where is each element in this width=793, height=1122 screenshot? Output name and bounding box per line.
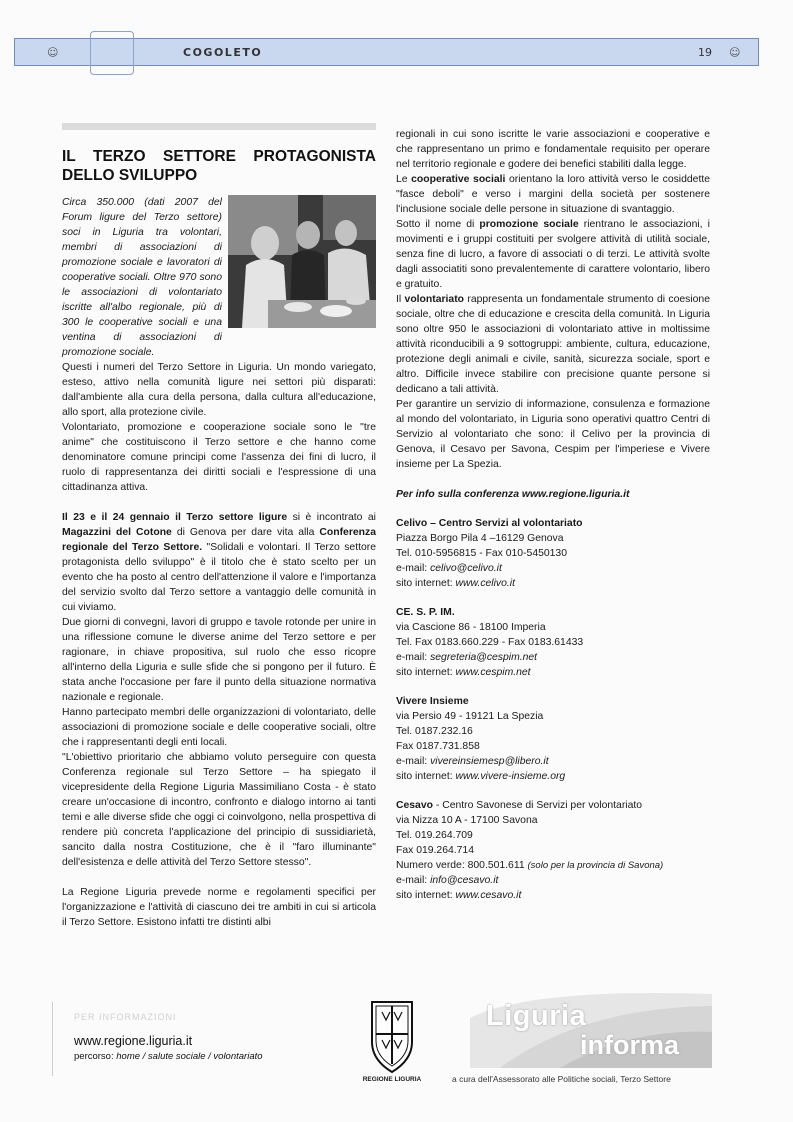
paragraph: Hanno partecipato membri delle organizzazioni di volontariato, delle associazioni di promozione sociale e delle cooperative sociali, oltre che i rappresentanti degli enti locali. (62, 707, 376, 748)
paragraph (396, 292, 710, 397)
contact-site-row (396, 769, 710, 784)
page-header (14, 38, 759, 66)
text: rientrano le associazioni, i movimenti e i gruppi costituiti per svolgere attività di utilità sociale, senza fine di lucro, a favore di associati o di terzi. Le attività svolte dagli associatiti sono prevalentemente di carattere volontario, libero e gratuito. (396, 219, 710, 290)
bold-text: cooperative sociali (411, 174, 506, 185)
text: Sotto il nome di (396, 219, 480, 230)
email-label: e-mail: (396, 652, 431, 663)
email-label: e-mail: (396, 756, 431, 767)
contact-line: Piazza Borgo Pila 4 –16129 Genova (396, 533, 564, 544)
contact-line: Fax 019.264.714 (396, 845, 474, 856)
footer-curator: a cura dell'Assessorato alle Politiche sociali, Terzo Settore (452, 1074, 671, 1084)
page-number: 19 (698, 46, 712, 59)
text: orientano la loro attività verso le cosiddette "fasce deboli" e verso i margini della società per sostenere l'inclusione sociale delle persone in situazione di svantaggio. (396, 174, 711, 215)
contact-green-row (396, 858, 710, 873)
contact-line: Tel. Fax 0183.660.229 - Fax 0183.61433 (396, 637, 584, 648)
contact-site[interactable]: www.vivere-insieme.org (455, 771, 566, 782)
paragraph (62, 510, 376, 615)
contact-line: via Cascione 86 - 18100 Imperia (396, 622, 546, 633)
brand-line2: informa (580, 1030, 680, 1060)
text: si è incontrato ai (287, 512, 376, 523)
text: Il (396, 294, 405, 305)
info-link[interactable]: Per info sulla conferenza www.regione.liguria.it (396, 489, 630, 500)
contact-name-row (396, 798, 710, 813)
text: "Solidali e volontari. Il Terzo settore protagonista dello sviluppo" è il titolo che è stato scelto per un evento che ha posto al centro dell'attenzione il valore e l'importanza del servizio svolto dal Terzo settore a vantaggio delle comunità in cui viviamo. (62, 542, 376, 613)
section-title: COGOLETO (183, 46, 263, 59)
article-left-column (62, 123, 376, 930)
contact-site-row (396, 665, 710, 680)
contact-name: Vivere Insieme (396, 696, 469, 707)
contact-site[interactable]: www.celivo.it (455, 578, 515, 589)
contact-line: Fax 0187.731.858 (396, 741, 480, 752)
bold-text: Magazzini del Cotone (62, 527, 172, 538)
brand-line1: Liguria (486, 1000, 587, 1032)
contact-email[interactable]: info@cesavo.it (430, 875, 499, 886)
contact-site[interactable]: www.cesavo.it (455, 890, 522, 901)
contact-line: Tel. 019.264.709 (396, 830, 473, 841)
email-label: e-mail: (396, 563, 431, 574)
liguria-informa-brand (470, 988, 712, 1068)
divider (62, 123, 376, 130)
green-number: Numero verde: 800.501.611 (396, 860, 528, 871)
contact-line: Tel. 010-5956815 - Fax 010-5450130 (396, 548, 567, 559)
site-label: sito internet: (396, 890, 456, 901)
paragraph (396, 217, 710, 292)
site-label: sito internet: (396, 578, 456, 589)
bold-text: promozione sociale (479, 219, 579, 230)
paragraph (396, 172, 710, 217)
article-intro: Circa 350.000 (dati 2007 del Forum ligure del Terzo settore) soci in Liguria tra volontari, membri di associazioni di promozione sociale e lavoratori di cooperative sociali. Oltre 970 sono le associazioni di volontariato iscritte all'albo regionale, più di 300 le cooperative sociali e una ventina di associazioni di promozione sociale. (62, 197, 222, 358)
contact-name: CE. S. P. IM. (396, 607, 455, 618)
contact-email-row (396, 561, 710, 576)
contact-line: Tel. 0187.232.16 (396, 726, 473, 737)
contact-site-row (396, 576, 710, 591)
footer-faint-label: PER INFORMAZIONI (74, 1012, 177, 1022)
bold-text: Conferenza regionale del Terzo Settore. (62, 527, 376, 553)
header-tab-frame (90, 31, 134, 75)
contact-line: via Nizza 10 A - 17100 Savona (396, 815, 538, 826)
contact-line: via Persio 49 - 19121 La Spezia (396, 711, 544, 722)
path-label: percorso: (74, 1051, 117, 1062)
contact-block (396, 694, 710, 784)
paragraph: La Regione Liguria prevede norme e regolamenti specifici per l'organizzazione e l'attività di ciascuno dei tre ambiti in cui si articola il Terzo Settore. Esistono infatti tre distinti albi (62, 887, 376, 928)
article-photo (228, 195, 376, 328)
bold-text: Il 23 e il 24 gennaio il Terzo settore ligure (62, 512, 288, 523)
paragraph: Questi i numeri del Terzo Settore in Liguria. Un mondo variegato, esteso, attivo nella comunità ligure nei settori più disparati: dall'ambiente alla cura della persona, dalla cultura all'educazione, allo sport, alla protezione civile. (62, 362, 376, 418)
contact-block (396, 605, 710, 680)
path-value: home / salute sociale / volontariato (116, 1051, 263, 1062)
text: rappresenta un fondamentale strumento di coesione sociale, oltre che di educazione e crescita della comunità. In Liguria sono oltre 950 le associazioni di volontariato attive in moltissime attività riconducibili a 9 sottogruppi: ambiente, cultura, educazione, protezione degli animali e civile, sanità, sicurezza sociale, sport e altro. Difficile invece stabilire con precisione quante persone si dedicano a tali attività. (396, 294, 710, 395)
text: di Genova per dare vita alla (171, 527, 320, 538)
paragraph: regionali in cui sono iscritte le varie associazioni e cooperative e che rappresentano un primo e fondamentale requisito per operare nel territorio regionale e godere dei benefici stabiliti dalla legge. (396, 129, 710, 170)
contact-block (396, 516, 710, 591)
contact-name: Celivo – Centro Servizi al volontariato (396, 518, 583, 529)
paragraph: Due giorni di convegni, lavori di gruppo e tavole rotonde per unire in una riflessione comune le diverse anime del Terzo settore e per ragionare, in chiave propositiva, sul ruolo che esso ricopre all'interno della Liguria e sulle sfide che si pongono per il futuro. È stata anche l'occasione per fare il punto della situazione normativa nazionale e regionale. (62, 617, 376, 703)
site-label: sito internet: (396, 771, 456, 782)
green-note: (solo per la provincia di Savona) (527, 860, 664, 871)
logo-label: REGIONE LIGURIA (362, 1076, 422, 1083)
contact-email[interactable]: vivereinsiemesp@libero.it (430, 756, 549, 767)
site-label: sito internet: (396, 667, 456, 678)
contact-block (396, 798, 710, 903)
smiley-icon: ☺ (729, 46, 741, 59)
footer-url[interactable]: www.regione.liguria.it (74, 1034, 193, 1048)
contact-email-row (396, 754, 710, 769)
text: Le (396, 174, 412, 185)
paragraph: "L'obiettivo prioritario che abbiamo voluto perseguire con questa Conferenza regionale sul Terzo Settore – ha spiegato il vicepresidente della Regione Liguria Massimiliano Costa - è stato creare un'occasione di incontro, confronto e dialogo intorno ai tanti temi e alle diverse sfide che oggi ci coinvolgono, nella prospettiva di rendere più concreta l'applicazione del principio di sussidiarietà, sancito dalla nostra Costituzione, che è il "faro illuminante" dell'esistenza e delle attività del Terzo Settore stesso". (62, 752, 376, 868)
contact-email[interactable]: celivo@celivo.it (430, 563, 502, 574)
email-label: e-mail: (396, 875, 431, 886)
contact-name: Cesavo (396, 800, 433, 811)
contact-name-suffix: - Centro Savonese di Servizi per volontariato (432, 800, 643, 811)
regione-liguria-logo (368, 998, 416, 1078)
article-right-column (396, 127, 710, 903)
bold-text: volontariato (404, 294, 465, 305)
contact-email[interactable]: segreteria@cespim.net (430, 652, 538, 663)
paragraph: Per garantire un servizio di informazione, consulenza e formazione al mondo del volontariato, in Liguria sono operativi quattro Centri di Servizio al volontariato che sono: il Celivo per la provincia di Genova, il Cesavo per Savona, Cespim per l'imperiese e Vivere insieme per La Spezia. (396, 399, 710, 470)
contact-email-row (396, 650, 710, 665)
contact-site[interactable]: www.cespim.net (455, 667, 531, 678)
footer-path (74, 1051, 263, 1062)
contact-email-row (396, 873, 710, 888)
smiley-icon: ☺ (47, 46, 59, 59)
article-headline: IL TERZO SETTORE PROTAGONISTA DELLO SVILUPPO (62, 148, 376, 184)
contact-site-row (396, 888, 710, 903)
paragraph: Volontariato, promozione e cooperazione sociale sono le "tre anime" che costituiscono il Terzo settore e che hanno come denominatore comune principi come l'assenza dei fini di lucro, il ruolo di rappresentanza dei diritti sociali e l'espressione di una cittadinanza attiva. (62, 422, 376, 493)
